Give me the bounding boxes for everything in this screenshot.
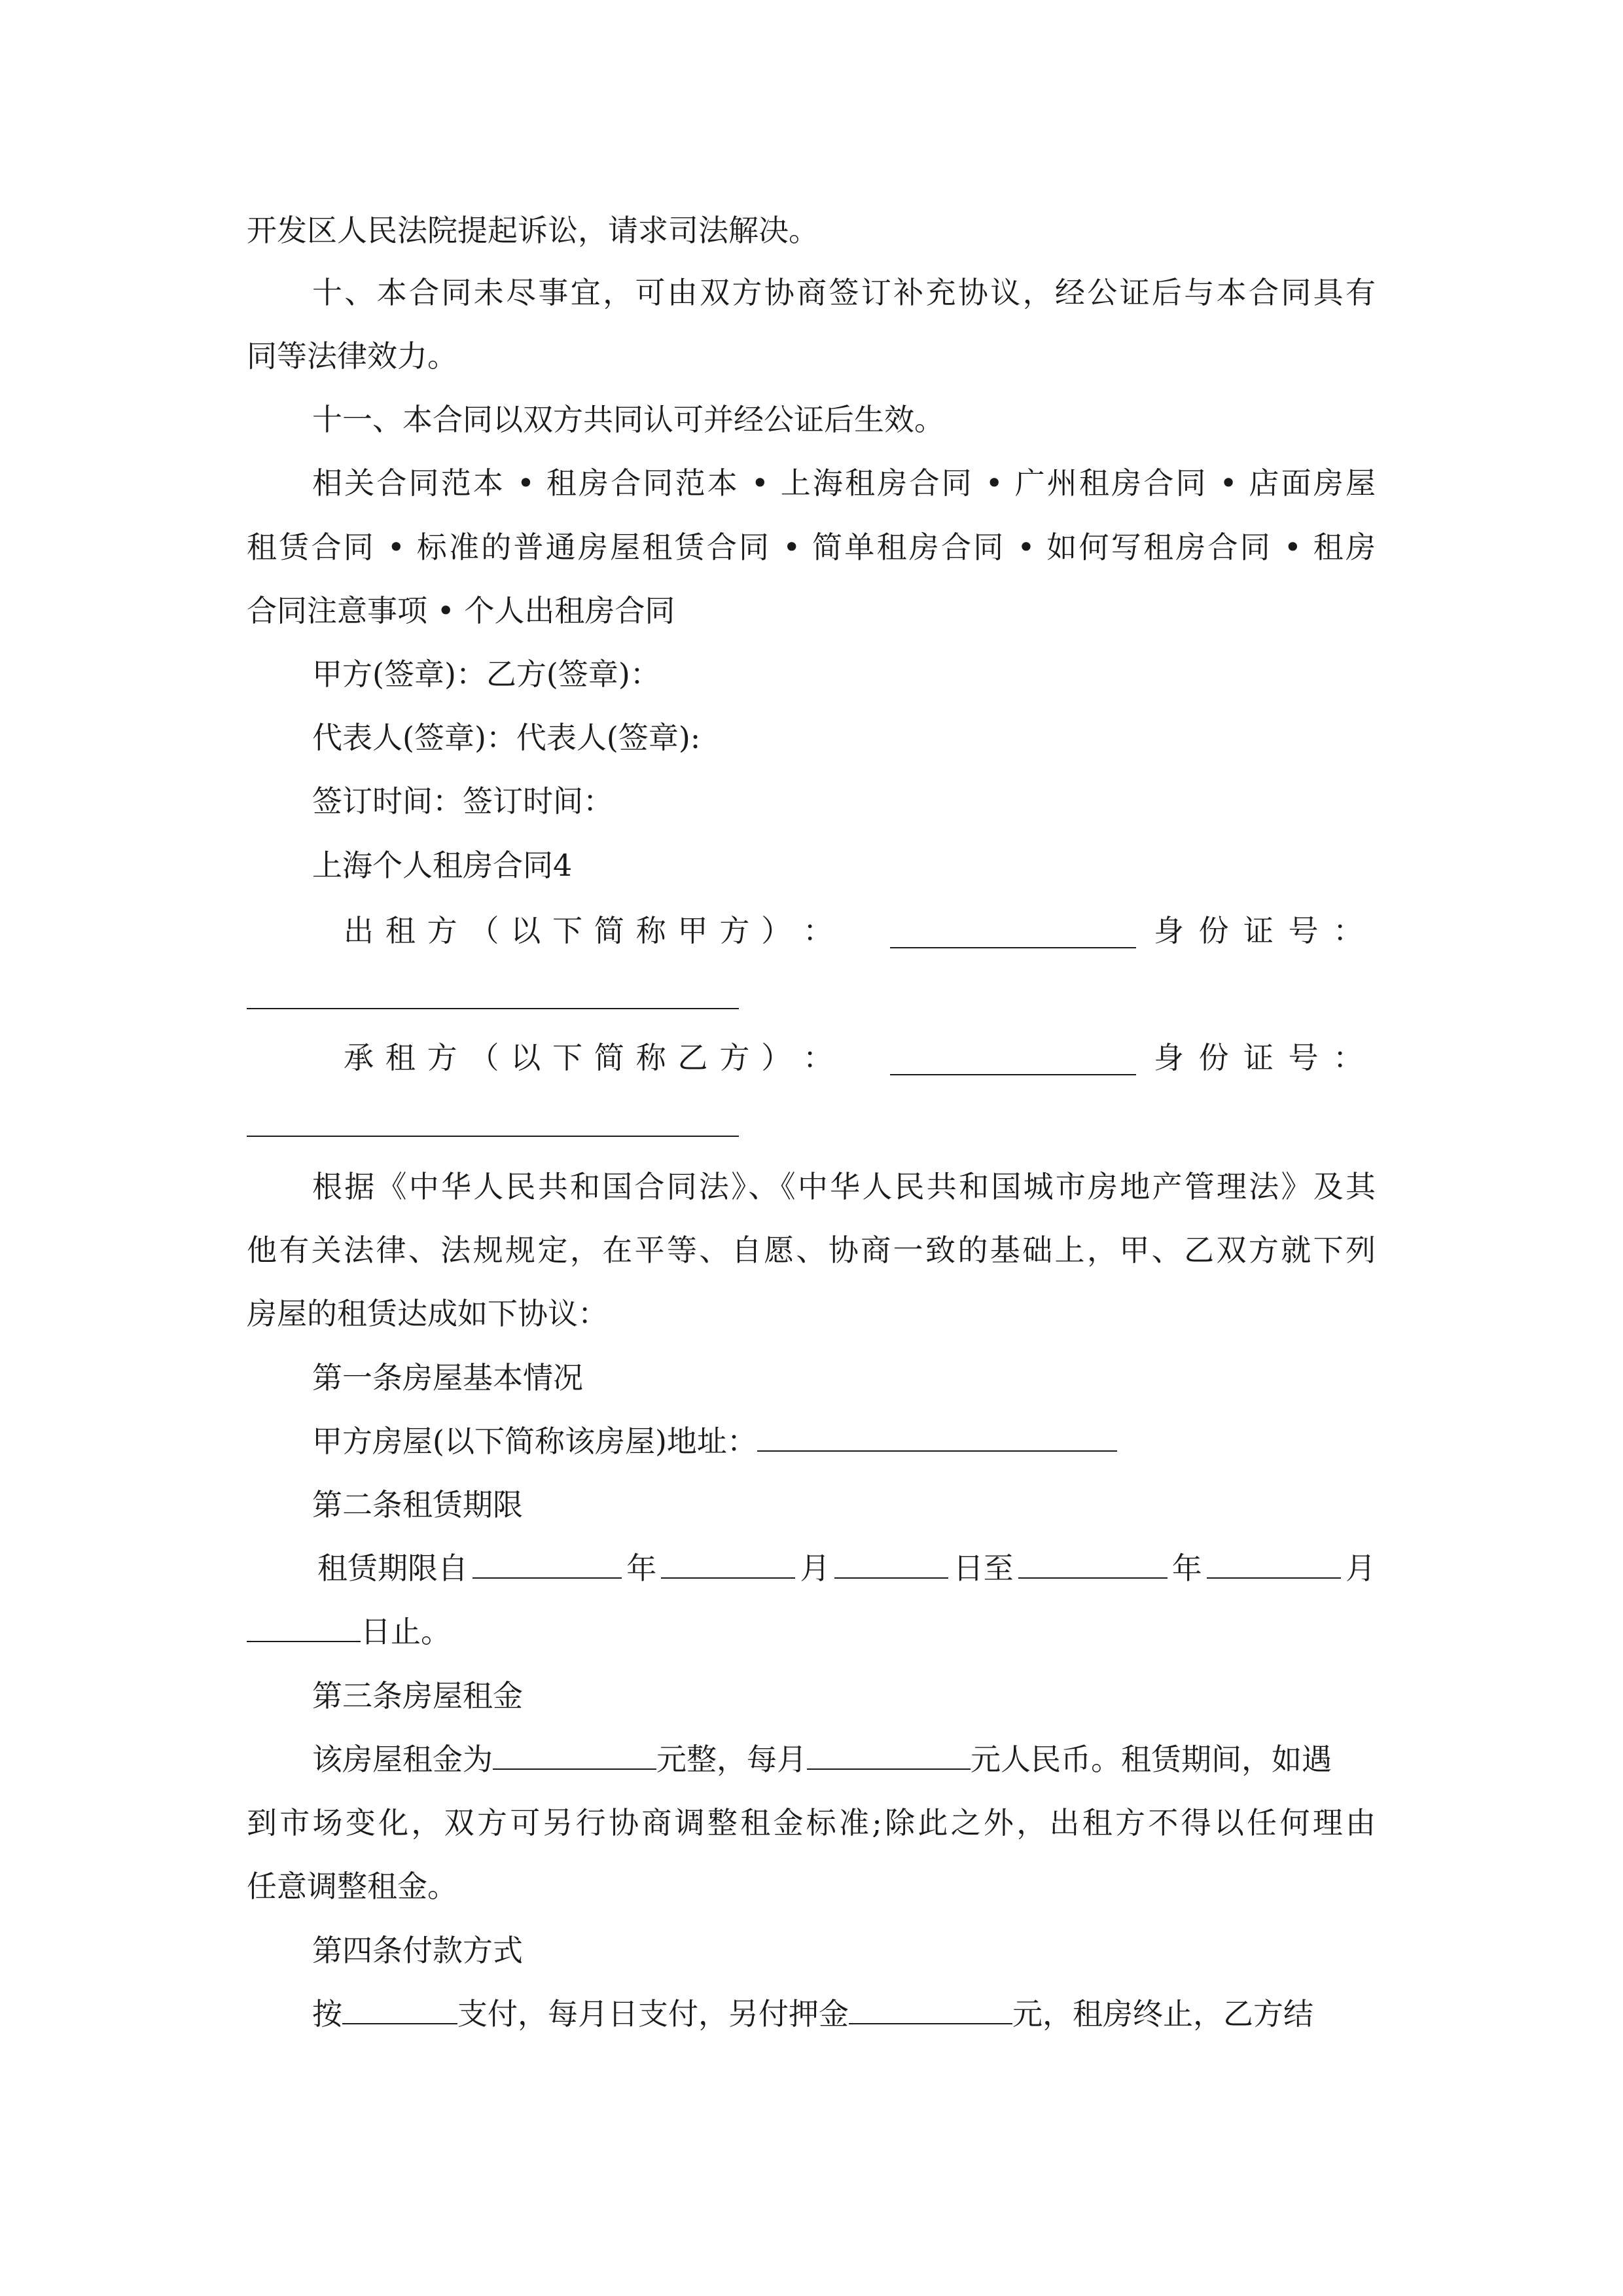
article-three-title: 第三条房屋租金 [312, 1678, 523, 1713]
lessee-id-label: 身 份 证 号 ： [1154, 1040, 1363, 1075]
lessor-id-label: 身 份 证 号 ： [1154, 913, 1363, 948]
start-day-blank [834, 1549, 948, 1579]
lessee-label: 承 租 方 （ 以 下 简 称 乙 方 ） ： [344, 1040, 833, 1075]
end-month-blank [1207, 1549, 1341, 1579]
monthly-rent-blank [807, 1740, 971, 1770]
start-year-blank [473, 1549, 622, 1579]
payment-label: 支付，每月日支付，另付押金 [457, 1996, 849, 2032]
legal-basis-line-2: 他有关法律、法规规定，在平等、自愿、协商一致的基础上，甲、乙双方就下列 [247, 1232, 1376, 1268]
address-blank [757, 1422, 1117, 1452]
article-three-rent-line-3: 任意调整租金。 [247, 1869, 457, 1904]
signature-dates: 签订时间：签订时间： [312, 783, 613, 819]
article-four-title: 第四条付款方式 [312, 1933, 523, 1968]
rent-rmb-label: 元人民币。租赁期间，如遇 [971, 1742, 1332, 1777]
related-contracts-line-2: 租赁合同 • 标准的普通房屋租赁合同 • 简单租房合同 • 如何写租房合同 • 租房 [247, 529, 1376, 565]
total-rent-blank [493, 1740, 656, 1770]
contract-title: 上海个人租房合同4 [312, 848, 573, 883]
clause-eleven: 十一、本合同以双方共同认可并经公证后生效。 [312, 402, 944, 437]
related-contracts-line-3: 合同注意事项 • 个人出租房合同 [247, 593, 675, 628]
article-one-title: 第一条房屋基本情况 [312, 1360, 583, 1395]
article-two-end [247, 1612, 451, 1651]
deposit-blank [849, 1994, 1012, 2024]
article-three-rent-line-2: 到市场变化，双方可另行协商调整租金标准;除此之外，出租方不得以任何理由 [247, 1805, 1376, 1840]
article-four-payment [312, 1994, 1313, 2034]
signature-parties: 甲方(签章)：乙方(签章)： [312, 656, 660, 692]
article-three-rent-line-1 [312, 1740, 1332, 1779]
legal-basis-line-1: 根据《中华人民共和国合同法》、《中华人民共和国城市房地产管理法》及其 [312, 1169, 1376, 1204]
article-two-title: 第二条租赁期限 [312, 1487, 523, 1522]
rent-yuan-label: 元整，每月 [656, 1742, 807, 1777]
lessor-id-blank [247, 1008, 739, 1009]
clause-ten-line-2: 同等法律效力。 [247, 338, 457, 374]
end-day-label: 日止。 [361, 1614, 451, 1649]
clause-ten-line-1: 十、本合同未尽事宜，可由双方协商签订补充协议，经公证后与本合同具有 [312, 275, 1376, 310]
start-year-label: 年 [626, 1551, 657, 1586]
paragraph-litigation-continued: 开发区人民法院提起诉讼，请求司法解决。 [247, 213, 819, 248]
lessee-name-blank [890, 1074, 1136, 1075]
start-month-blank [661, 1549, 795, 1579]
end-day-blank [247, 1612, 361, 1642]
lessee-id-blank [247, 1136, 739, 1137]
start-day-to-label: 日至 [953, 1551, 1014, 1586]
signature-representatives: 代表人(签章)：代表人(签章): [312, 720, 701, 755]
payment-by-label: 按 [312, 1996, 342, 2032]
rent-label: 该房屋租金为 [312, 1742, 493, 1777]
lessor-label: 出 租 方 （ 以 下 简 称 甲 方 ） ： [344, 913, 833, 948]
end-year-label: 年 [1171, 1551, 1202, 1586]
payment-end-label: 元，租房终止，乙方结 [1012, 1996, 1313, 2032]
article-two-period [317, 1549, 1376, 1588]
payment-method-blank [342, 1994, 457, 2024]
end-year-blank [1018, 1549, 1168, 1579]
period-from-label: 租赁期限自 [317, 1551, 468, 1586]
article-one-address [312, 1422, 1117, 1461]
address-label: 甲方房屋(以下简称该房屋)地址： [312, 1424, 757, 1459]
end-month-label: 月 [1345, 1551, 1376, 1586]
lessor-name-blank [890, 947, 1136, 948]
legal-basis-line-3: 房屋的租赁达成如下协议： [247, 1296, 608, 1331]
related-contracts-line-1: 相关合同范本 • 租房合同范本 • 上海租房合同 • 广州租房合同 • 店面房屋 [312, 465, 1376, 501]
start-month-label: 月 [800, 1551, 830, 1586]
